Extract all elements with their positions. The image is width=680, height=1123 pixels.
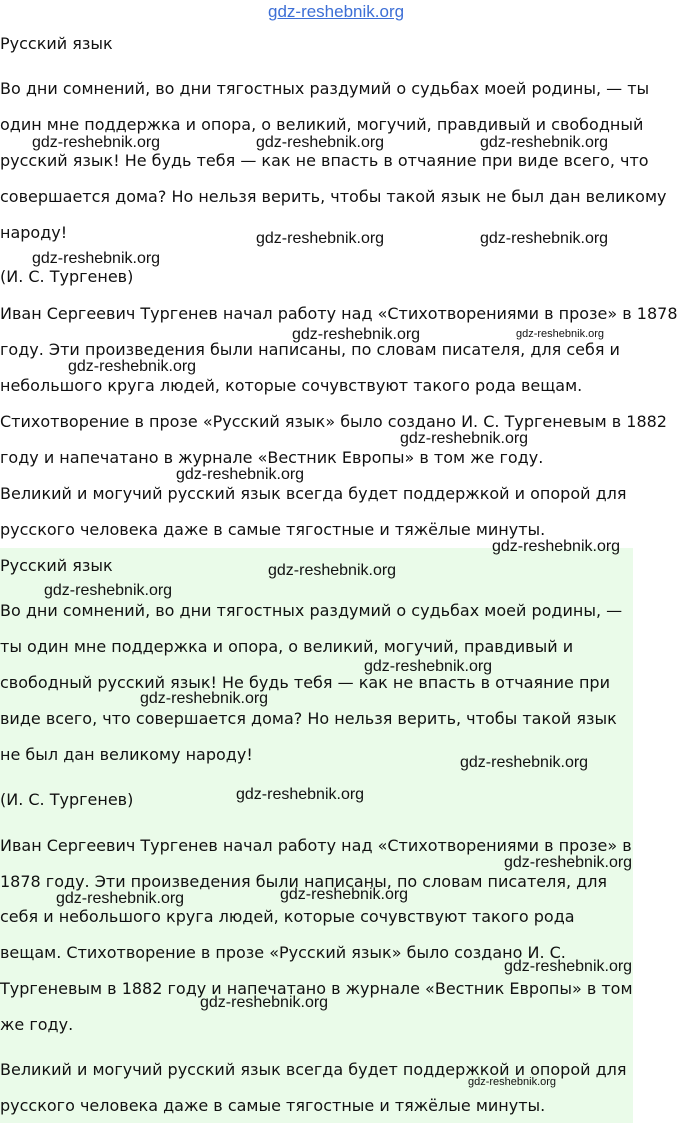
section2-para1-line: вещам. Стихотворение в прозе «Русский язык» было создано И. С. xyxy=(0,943,566,962)
watermark: gdz-reshebnik.org xyxy=(44,582,173,599)
watermark: gdz-reshebnik.org xyxy=(480,134,609,151)
watermark: gdz-reshebnik.org xyxy=(504,958,633,975)
watermark: gdz-reshebnik.org xyxy=(480,230,609,247)
section2-para1-line: 1878 году. Эти произведения были написаны, по словам писателя, для xyxy=(0,872,608,891)
watermark: gdz-reshebnik.org xyxy=(280,886,409,903)
watermark: gdz-reshebnik.org xyxy=(492,538,621,555)
section2-para2-line: русского человека даже в самые тягостные и тяжёлые минуты. xyxy=(0,1096,546,1115)
section2-poem-line: не был дан великому народу! xyxy=(0,745,253,764)
watermark: gdz-reshebnik.org xyxy=(468,1076,557,1088)
section2-para1-line: Тургеневым в 1882 году и напечатано в журнале «Вестник Европы» в том xyxy=(0,979,633,998)
section1-poem-line: Во дни сомнений, во дни тягостных раздумий о судьбах моей родины, — ты xyxy=(0,79,650,98)
section1-para3-line: Великий и могучий русский язык всегда будет поддержкой и опорой для xyxy=(0,484,627,503)
section1-para1-line: году. Эти произведения были написаны, по словам писателя, для себя и xyxy=(0,340,620,359)
section2-poem-line: виде всего, что совершается дома? Но нельзя верить, чтобы такой язык xyxy=(0,709,617,728)
watermark: gdz-reshebnik.org xyxy=(516,328,605,340)
section2-poem-line: Во дни сомнений, во дни тягостных раздумий о судьбах моей родины, — xyxy=(0,601,623,620)
watermark: gdz-reshebnik.org xyxy=(268,562,397,579)
site-link[interactable]: gdz-reshebnik.org xyxy=(268,2,405,21)
watermark: gdz-reshebnik.org xyxy=(256,134,385,151)
watermark: gdz-reshebnik.org xyxy=(68,358,197,375)
watermark: gdz-reshebnik.org xyxy=(32,250,161,267)
watermark: gdz-reshebnik.org xyxy=(292,326,421,343)
watermark: gdz-reshebnik.org xyxy=(256,230,385,247)
section2-para1-line: Иван Сергеевич Тургенев начал работу над «Стихотворениями в прозе» в xyxy=(0,836,632,855)
section2-author: (И. С. Тургенев) xyxy=(0,790,134,809)
watermark: gdz-reshebnik.org xyxy=(32,134,161,151)
watermark: gdz-reshebnik.org xyxy=(364,658,493,675)
watermark: gdz-reshebnik.org xyxy=(400,430,529,447)
section2-title: Русский язык xyxy=(0,556,113,575)
section1-poem-line: русский язык! Не будь тебя — как не впасть в отчаяние при виде всего, что xyxy=(0,151,649,170)
watermark: gdz-reshebnik.org xyxy=(460,754,589,771)
section1-para2-line: году и напечатано в журнале «Вестник Европы» в том же году. xyxy=(0,448,544,467)
section2-poem-line: свободный русский язык! Не будь тебя — как не впасть в отчаяние при xyxy=(0,673,610,692)
section2-para1-line: себя и небольшого круга людей, которые сочувствуют такого рода xyxy=(0,907,575,926)
section2-para2-line: Великий и могучий русский язык всегда будет поддержкой и опорой для xyxy=(0,1060,627,1079)
watermark: gdz-reshebnik.org xyxy=(140,690,269,707)
section1-poem-line: один мне поддержка и опора, о великий, могучий, правдивый и свободный xyxy=(0,115,644,134)
section1-para3-line: русского человека даже в самые тягостные и тяжёлые минуты. xyxy=(0,520,546,539)
section1-title: Русский язык xyxy=(0,34,113,53)
section1-para1-line: небольшого круга людей, которые сочувствуют такого рода вещам. xyxy=(0,376,583,395)
watermark: gdz-reshebnik.org xyxy=(200,994,329,1011)
watermark: gdz-reshebnik.org xyxy=(504,854,633,871)
section2-para1-line: же году. xyxy=(0,1015,74,1034)
section1-author: (И. С. Тургенев) xyxy=(0,267,134,286)
watermark: gdz-reshebnik.org xyxy=(236,786,365,803)
watermark: gdz-reshebnik.org xyxy=(176,466,305,483)
section2-poem-line: ты один мне поддержка и опора, о великий, могучий, правдивый и xyxy=(0,637,574,656)
section1-para2-line: Стихотворение в прозе «Русский язык» было создано И. С. Тургеневым в 1882 xyxy=(0,412,667,431)
watermark: gdz-reshebnik.org xyxy=(56,890,185,907)
section1-poem-line: народу! xyxy=(0,223,68,242)
section1-para1-line: Иван Сергеевич Тургенев начал работу над «Стихотворениями в прозе» в 1878 xyxy=(0,304,678,323)
section1-poem-line: совершается дома? Но нельзя верить, чтобы такой язык не был дан великому xyxy=(0,187,667,206)
